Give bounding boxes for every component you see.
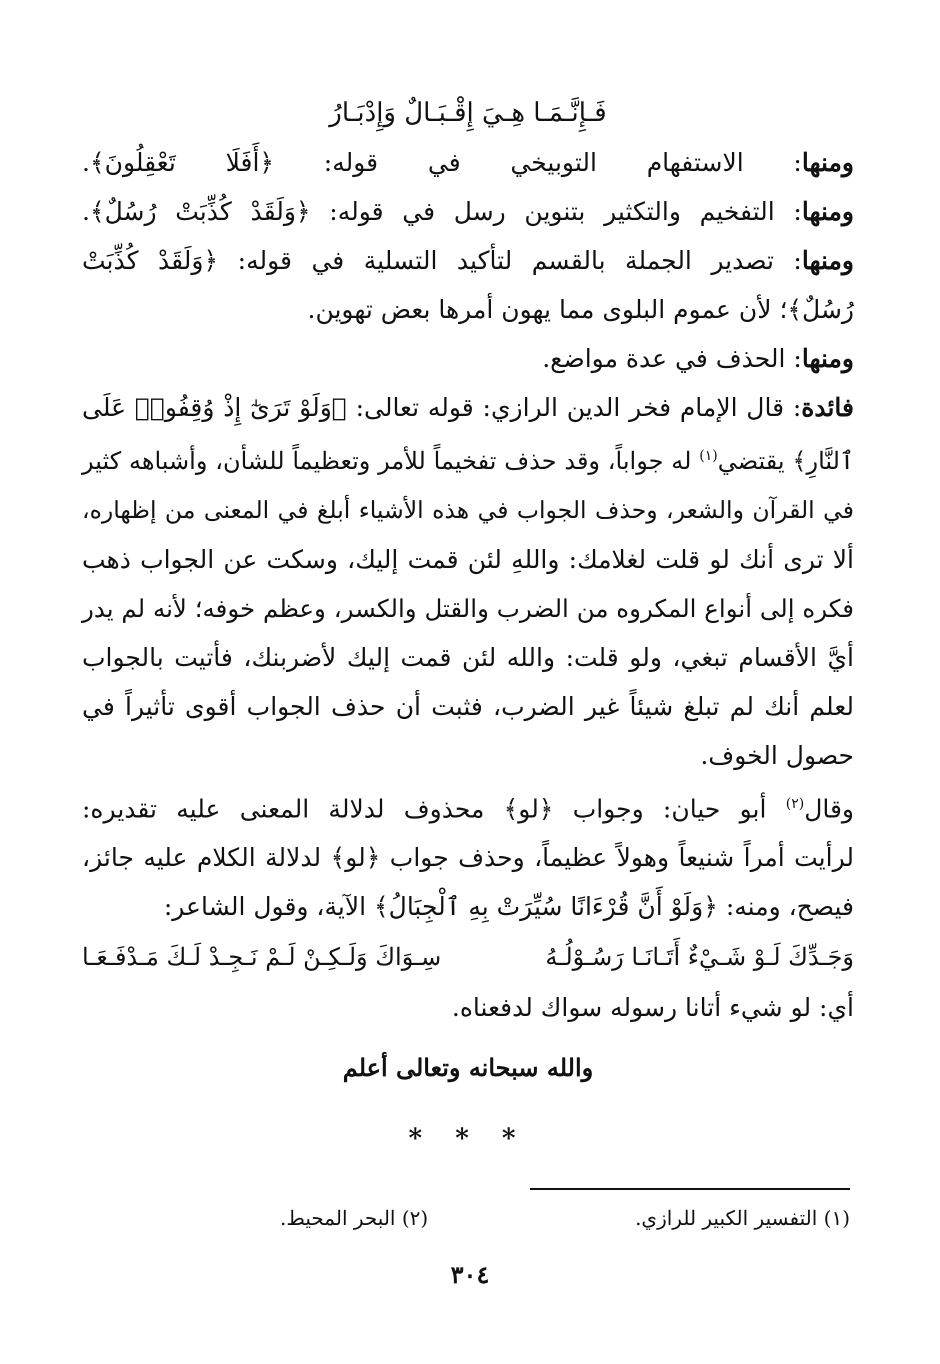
text-line-2 bbox=[82, 187, 854, 236]
text-line-7 bbox=[82, 432, 854, 486]
text-line-10 bbox=[82, 584, 854, 633]
text-line-16 bbox=[82, 882, 854, 931]
line-text: : التفخيم والتكثير بتنوين رسل في قوله: ﴿وَلَقَدْ كُذِّبَتْ رُسُلٌ﴾. bbox=[82, 197, 802, 226]
line-text: وقال bbox=[804, 794, 854, 824]
text-line-8 bbox=[82, 486, 854, 535]
footnote-ref-1: (١) bbox=[699, 448, 718, 464]
poem-verse bbox=[82, 931, 854, 983]
line-text: ألا ترى أنك لو قلت لغلامك: واللهِ لئن قمت إليك، وسكت عن الجواب ذهب bbox=[82, 545, 854, 574]
closing-phrase: والله سبحانه وتعالى أعلم bbox=[342, 1053, 594, 1083]
line-text: : الاستفهام التوبيخي في قوله: ﴿أَفَلَا تَعْقِلُونَ﴾. bbox=[82, 148, 802, 177]
verse-first-hemistich: وَجَـدِّكَ لَـوْ شَـيْءٌ أَتَـانَـا رَسُـوْلُـهُ bbox=[545, 943, 854, 972]
line-text: : الحذف في عدة مواضع. bbox=[542, 344, 802, 373]
text-line-12 bbox=[82, 682, 854, 731]
line-text: فكره إلى أنواع المكروه من الضرب والقتل والكسر، وعظم خوفه؛ لأنه لم يدر bbox=[82, 594, 854, 623]
line-text: أي: لو شيء أتانا رسوله سواك لدفعناه. bbox=[451, 993, 854, 1023]
footnotes bbox=[280, 1206, 850, 1230]
text-line-1 bbox=[82, 138, 854, 187]
line-text: أيَّ الأقسام تبغي، ولو قلت: والله لئن قمت إليك لأضربنك، فأتيت بالجواب bbox=[82, 643, 854, 672]
keyword: فائدة bbox=[801, 393, 854, 422]
keyword: ومنها bbox=[801, 246, 854, 275]
keyword: ومنها bbox=[801, 197, 854, 226]
line-text: ٱلنَّارِ﴾ يقتضي bbox=[717, 447, 855, 475]
keyword: ومنها bbox=[801, 148, 854, 177]
poem-verse-top: فَـإِنَّـمَـا هِـيَ إِقْـبَـالٌ وَإِدْبَـارُ bbox=[329, 98, 607, 128]
text-line-9 bbox=[82, 535, 854, 584]
footnote-divider bbox=[530, 1188, 850, 1190]
text-line-3 bbox=[82, 236, 854, 285]
line-text: لرأيت أمراً شنيعاً وهولاً عظيماً، وحذف جواب ﴿لو﴾ لدلالة الكلام عليه جائز، bbox=[82, 843, 854, 873]
text-line-13 bbox=[82, 731, 854, 780]
text-line-4 bbox=[82, 285, 854, 334]
text-line-14 bbox=[82, 780, 854, 833]
line-text: رُسُلٌ﴾؛ لأن عموم البلوى مما يهون أمرها بعض تهوين. bbox=[307, 295, 854, 324]
page-body bbox=[82, 88, 854, 1154]
section-separator: * * * bbox=[408, 1124, 528, 1155]
page-number: ٣٠٤ bbox=[450, 1260, 490, 1289]
line-text: : تصدير الجملة بالقسم لتأكيد التسلية في قوله: ﴿وَلَقَدْ كُذِّبَتْ bbox=[82, 246, 802, 275]
line-text: : قال الإمام فخر الدين الرازي: قوله تعالى: ﴿وَلَوْ تَرَىٰٓ إِذْ وُقِفُوا۟ عَلَى bbox=[82, 393, 802, 422]
text-line-15 bbox=[82, 833, 854, 882]
text-line-after-verse bbox=[82, 983, 854, 1032]
line-text: في القرآن والشعر، وحذف الجواب في هذه الأشياء أبلغ في المعنى من إظهاره، bbox=[82, 496, 854, 524]
line-text: حصول الخوف. bbox=[700, 741, 854, 770]
line-text: أبو حيان: وجواب ﴿لو﴾ محذوف لدلالة المعنى عليه تقديره: bbox=[82, 794, 767, 824]
text-line-5 bbox=[82, 334, 854, 383]
text-line-6 bbox=[82, 383, 854, 432]
line-text: لعلم أنك لم تبلغ شيئاً غير الضرب، فثبت أن حذف الجواب أقوى تأثيراً في bbox=[82, 692, 854, 721]
footnote-2: (٢) البحر المحيط. bbox=[280, 1206, 429, 1230]
text-line-11 bbox=[82, 633, 854, 682]
line-text: له جواباً، وقد حذف تفخيماً للأمر وتعظيماً للشأن، وأشباهه كثير bbox=[82, 447, 692, 475]
verse-second-hemistich: سِـوَاكَ وَلَـكِـنْ لَـمْ نَـجِـدْ لَـكَ مَـدْفَـعَـا bbox=[82, 943, 442, 972]
footnote-ref-2: (٢) bbox=[785, 796, 805, 812]
keyword: ومنها bbox=[801, 344, 854, 373]
footnote-1: (١) التفسير الكبير للرازي. bbox=[635, 1206, 850, 1230]
line-text: فيصح، ومنه: ﴿وَلَوْ أَنَّ قُرْءَانًا سُيِّرَتْ بِهِ ٱلْجِبَالُ﴾ الآية، وقول الشاعر: bbox=[163, 892, 854, 922]
